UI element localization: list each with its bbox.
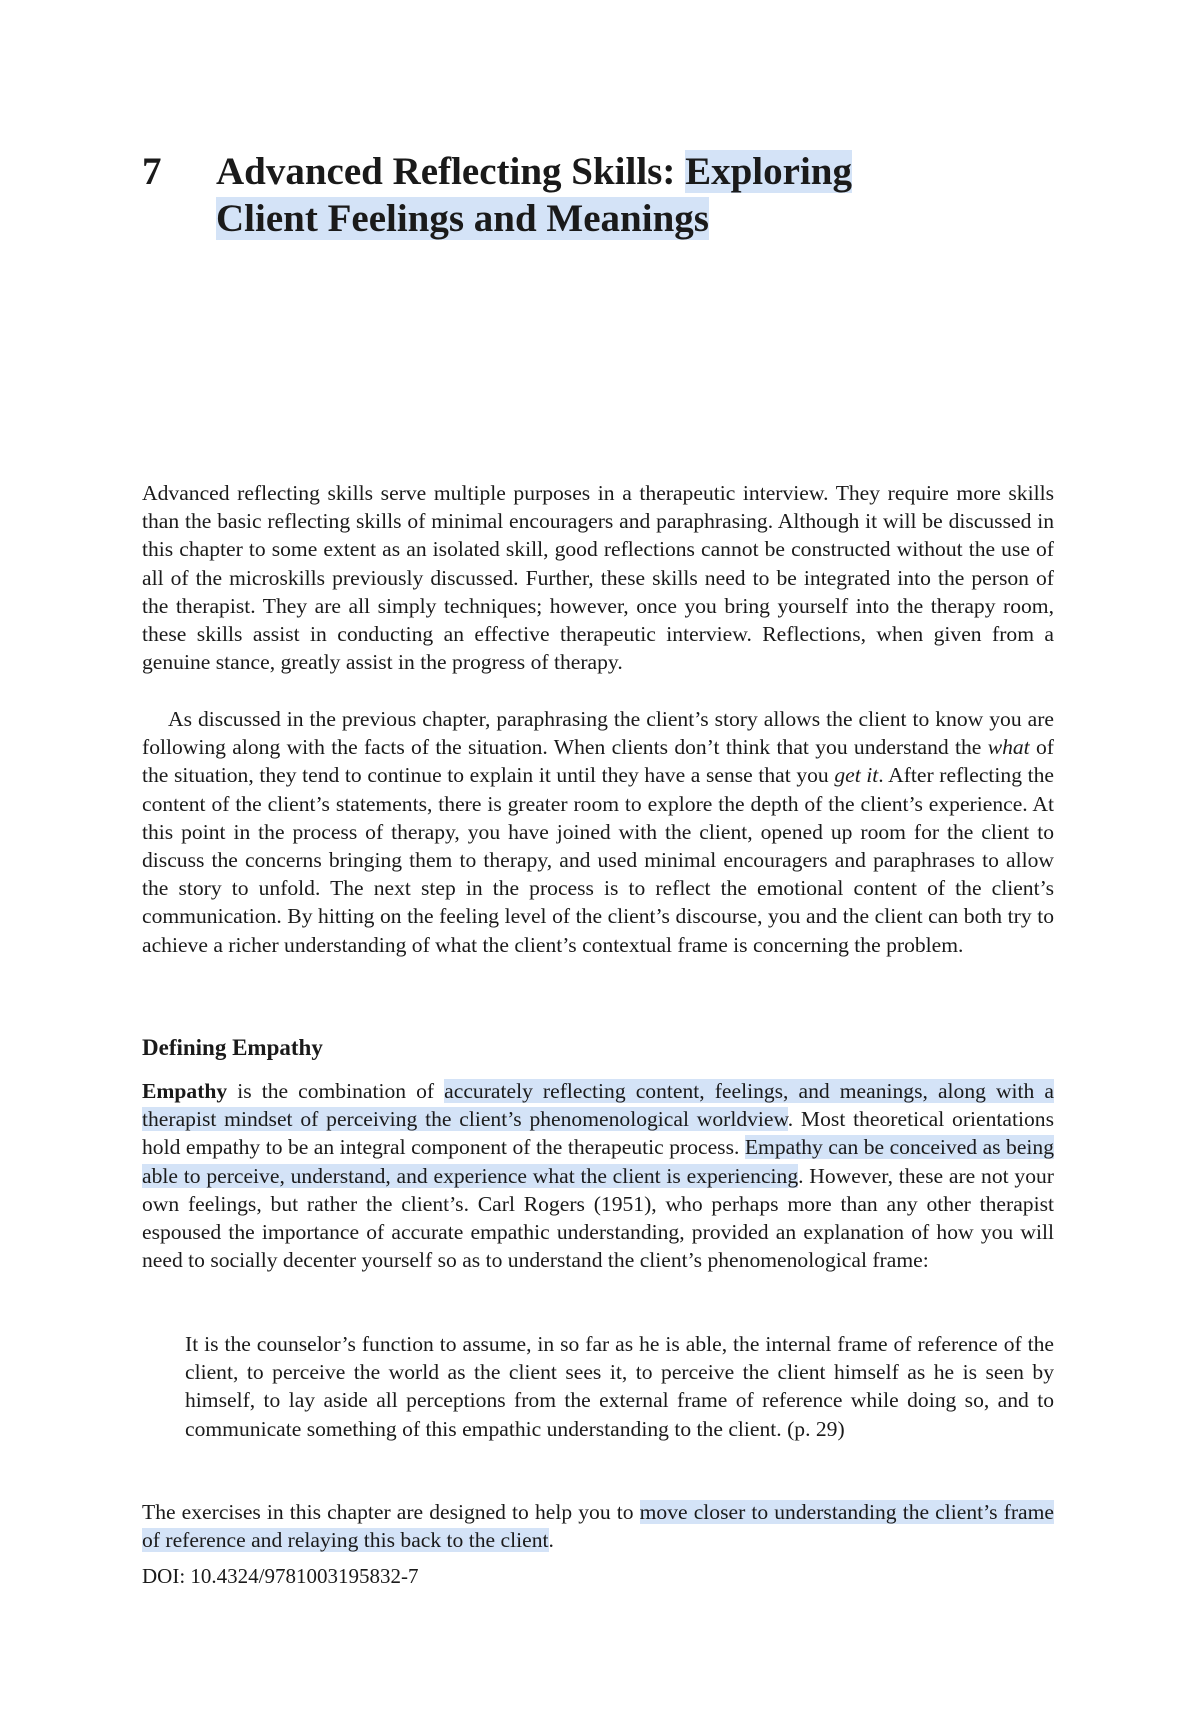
closing-text-a: The exercises in this chapter are designed to help you to	[142, 1500, 640, 1524]
intro-p2-text-b: of the situation, they tend to continue to explain it until they have a sense that you	[142, 735, 1054, 788]
doi-footer: DOI: 10.4324/9781003195832-7	[142, 1564, 419, 1588]
closing-highlight[interactable]: move closer to understanding the client’s frame of reference and relaying this back to the client	[142, 1500, 1054, 1553]
chapter-title-highlight-line2[interactable]: Client Feelings and Meanings	[216, 197, 709, 240]
chapter-title-text: Advanced Reflecting Skills:	[216, 150, 686, 193]
chapter-title	[216, 148, 1042, 242]
empathy-term: Empathy	[142, 1079, 228, 1103]
intro-paragraph-1: Advanced reflecting skills serve multiple purposes in a therapeutic interview. They require more skills than the basic reflecting skills of minimal encouragers and paraphrasing. Although it will be discussed in this chapter to some extent as an isolated skill, good reflections cannot be constructed without the use of all of the microskills previously discussed. Further, these skills need to be integrated into the person of the therapist. They are all simply techniques; however, once you bring yourself into the therapy room, these skills assist in conducting an effective therapeutic interview. Reflections, when given from a genuine stance, greatly assist in the progress of therapy.	[142, 481, 1054, 675]
intro-p2-emphasis-get-it: get it	[834, 763, 879, 788]
intro-p2-text-c: . After reflecting the content of the client’s statements, there is greater room to explore the depth of the client’s experience. At this point in the process of therapy, you have joined with the client, opened up room for the client to discuss the concerns bringing them to therapy, and used minimal encouragers and paraphrases to allow the story to unfold. The next step in the process is to reflect the emotional content of the client’s communication. By hitting on the feeling level of the client’s discourse, you and the client can both try to achieve a richer understanding of what the client’s contextual frame is concerning the problem.	[142, 763, 1054, 957]
empathy-highlight-2[interactable]: Empathy can be conceived as being able to perceive, understand, and experience what the client is experiencing	[142, 1135, 1054, 1188]
block-quote: It is the counselor’s function to assume, in so far as he is able, the internal frame of reference of the client, to perceive the world as the client sees it, to perceive the client himself as he is seen by himself, to lay aside all perceptions from the external frame of reference while doing so, and to communicate something of this empathic understanding to the client. (p. 29)	[185, 1332, 1054, 1441]
chapter-heading	[142, 148, 1042, 242]
empathy-text-b: . Most theoretical orientations hold empathy to be an integral component of the therapeutic process.	[142, 1107, 1055, 1160]
empathy-highlight-1[interactable]: accurately reflecting content, feelings, and meanings, along with a therapist mindset of perceiving the client’s phenomenological worldview	[142, 1079, 1054, 1132]
chapter-title-highlight[interactable]: Exploring	[685, 150, 852, 193]
section-heading: Defining Empathy	[142, 1035, 323, 1060]
empathy-paragraph	[142, 1077, 1054, 1274]
intro-paragraph-2	[142, 705, 1054, 959]
intro-p2-emphasis-what: what	[987, 735, 1030, 760]
closing-text-b: .	[548, 1528, 554, 1553]
chapter-number: 7	[142, 150, 162, 193]
closing-paragraph	[142, 1498, 1054, 1554]
intro-p2-text-a: As discussed in the previous chapter, paraphrasing the client’s story allows the client to know you are following along with the facts of the situation. When clients don’t think that you understand the	[142, 707, 1054, 760]
empathy-text-c: . However, these are not your own feelings, but rather the client’s. Carl Rogers (1951), who perhaps more than any other therapist espoused the importance of accurate empathic understanding, provided an explanation of how you will need to socially decenter yourself so as to understand the client’s phenomenological frame:	[142, 1163, 1054, 1273]
empathy-text-a: is the combination of	[227, 1079, 445, 1103]
